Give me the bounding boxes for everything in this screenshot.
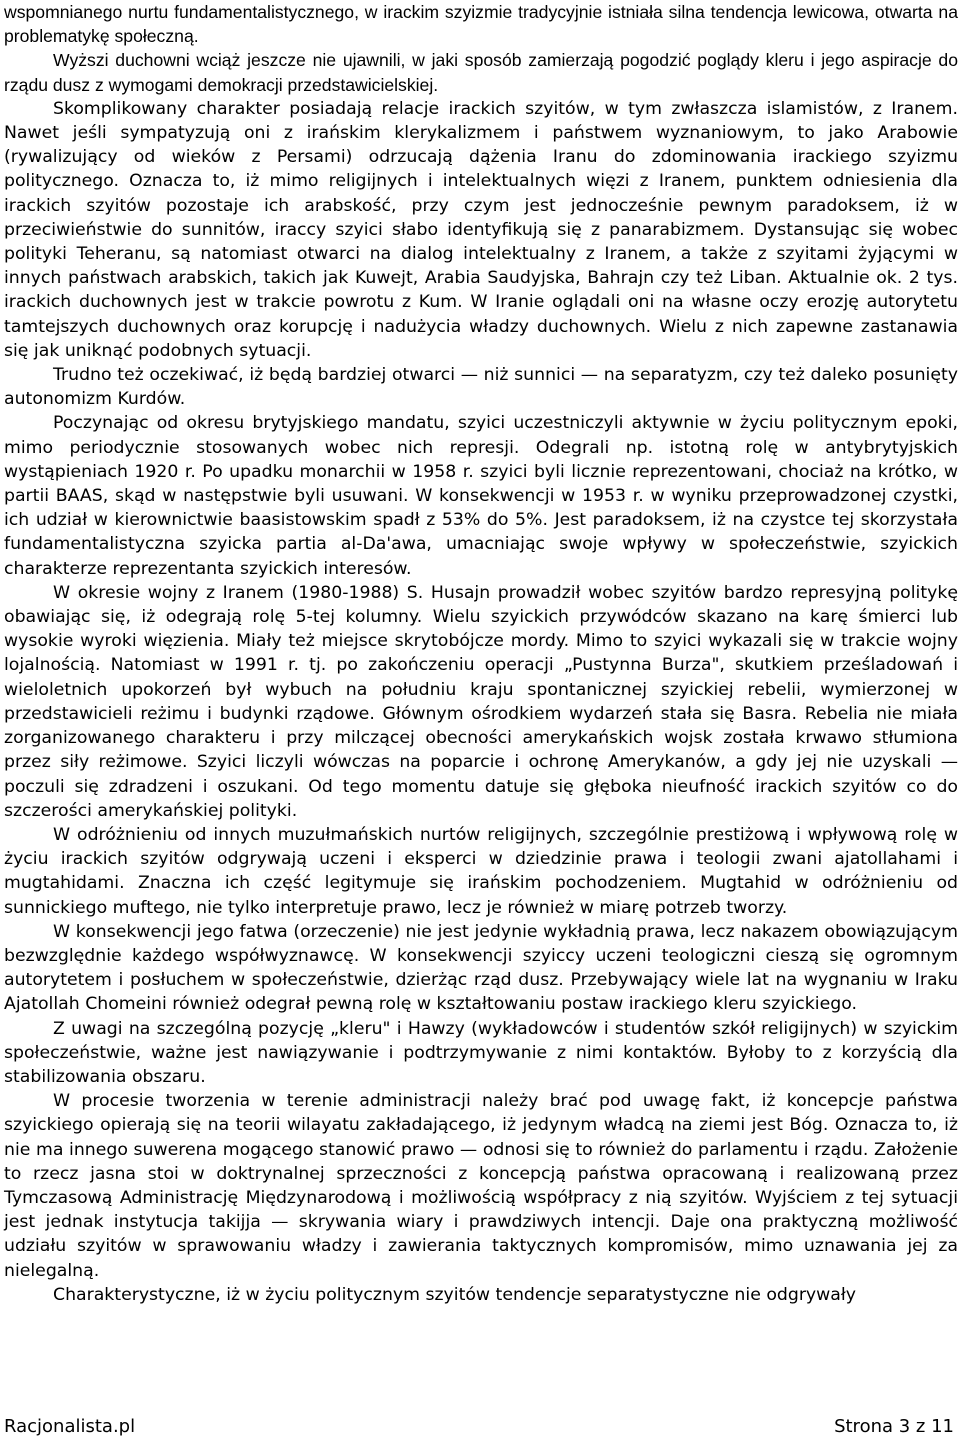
paragraph: Skomplikowany charakter posiadają relacje irackich szyitów, w tym zwłaszcza islamistów, z Iranem. Nawet jeśli sympatyzują oni z irańskim klerykalizmem i państwem wyznaniowym, to jako Arabowie (rywalizujący od wieków z Persami) odrzucają dążenia Iranu do zdominowania irackiego szyizmu politycznego. Oznacza to, iż mimo religijnych i intelektualnych więzi z Iranem, punktem odniesienia dla irackich szyitów pozostaje ich arabskość, przy czym jest jednocześnie pewnym paradoksem, iż w przeciwieństwie do sunnitów, iraccy szyici słabo identyfikują się z panarabizmem. Dystansując się wobec polityki Teheranu, są natomiast otwarci na dialog intelektualny z Iranem, a także z szyitami żyjącymi w innych państwach arabskich, takich jak Kuwejt, Arabia Saudyjska, Bahrajn czy też Liban. Aktualnie ok. 2 tys. irackich duchownych jest w trakcie powrotu z Kum. W Iranie oglądali oni na własne oczy erozję autorytetu tamtejszych duchownych oraz korupcję i nadużycia władzy duchownych. Wielu z nich zapewne zastanawia się jak uniknąć podobnych sytuacji. <box>4 98 958 361</box>
document-page <box>4 0 958 1307</box>
paragraph: W odróżnieniu od innych muzułmańskich nurtów religijnych, szczególnie prestiżową i wpływową rolę w życiu irackich szyitów odgrywają uczeni i eksperci w dziedzinie prawa i teologii zwani ajatollahami i mugtahidami. Znaczna ich część legitymuje się irańskim pochodzeniem. Mugtahid w odróżnieniu od sunnickiego muftego, nie tylko interpretuje prawo, lecz je również w miarę potrzeb tworzy. <box>4 824 958 918</box>
footer-site-name: Racjonalista.pl <box>4 1416 136 1437</box>
paragraph: Charakterystyczne, iż w życiu politycznym szyitów tendencje separatystyczne nie odgrywały <box>53 1284 857 1305</box>
footer-page-number: Strona 3 z 11 <box>834 1416 954 1437</box>
paragraph: Trudno też oczekiwać, iż będą bardziej otwarci — niż sunnici — na separatyzm, czy też daleko posunięty autonomizm Kurdów. <box>4 365 958 410</box>
paragraph: Z uwagi na szczególną pozycję „kleru" i Hawzy (wykładowców i studentów szkół religijnych) w szyickim społeczeństwie, ważne jest nawiązywanie i podtrzymywanie z nimi kontaktów. Byłoby to z korzyścią dla stabilizowania obszaru. <box>4 1018 958 1087</box>
paragraph: W procesie tworzenia w terenie administracji należy brać pod uwagę fakt, iż koncepcje państwa szyickiego opierają się na teorii wilayatu zakładającego, iż jedynym władcą na ziemi jest Bóg. Oznacza to, iż nie ma innego suwerena mogącego stanowić prawo — odnosi się to również do parlamentu i rządu. Założenie to rzecz jasna stoi w doktrynalnej sprzeczności z koncepcją państwa opracowaną i realizowaną przez Tymczasową Administrację Międzynarodową i możliwością współpracy z nią szyitów. Wyjściem z tej sytuacji jest jednak instytucja takijja — skrywania wiary i prawdziwych intencji. Daje ona praktyczną możliwość udziału szyitów w sprawowaniu władzy i zawierania taktycznych kompromisów, mimo uznawania jej za nielegalną. <box>4 1091 958 1281</box>
page-footer <box>4 1416 954 1437</box>
paragraph: wspomnianego nurtu fundamentalistycznego, w irackim szyizmie tradycyjnie istniała silna tendencja lewicowa, otwarta na problematykę społeczną. <box>4 2 958 47</box>
body-text <box>4 0 958 1307</box>
paragraph: Poczynając od okresu brytyjskiego mandatu, szyici uczestniczyli aktywnie w życiu politycznym epoki, mimo periodycznie stosowanych wobec nich represji. Odegrali np. istotną rolę w antybrytyjskich wystąpieniach 1920 r. Po upadku monarchii w 1958 r. szyici byli licznie reprezentowani, chociaż na krótko, w partii BAAS, skąd w następstwie byli usuwani. W konsekwencji w 1953 r. w wyniku przeprowadzonej czystki, ich udział w kierownictwie baasistowskim spadł z 53% do 5%. Jest paradoksem, iż na czystce tej skorzystała fundamentalistyczna szyicka partia al-Da'awa, umacniając swoje wpływy w społeczeństwie, szyickich charakterze reprezentanta szyickich interesów. <box>4 413 958 579</box>
paragraph: W okresie wojny z Iranem (1980-1988) S. Husajn prowadził wobec szyitów bardzo represyjną politykę obawiając się, iż odegrają rolę 5-tej kolumny. Wielu szyickich przywódców skazano na karę śmierci lub wysokie wyroki więzienia. Miały też miejsce skrytobójcze mordy. Mimo to szyici wykazali się w trakcie wojny lojalnością. Natomiast w 1991 r. tj. po zakończeniu operacji „Pustynna Burza", skutkiem prześladowań i wieloletnich upokorzeń był wybuch na południu kraju spontanicznej szyickiej rebelii, wymierzonej w przedstawicieli reżimu i budynki rządowe. Głównym ośrodkiem wydarzeń stała się Basra. Rebelia nie miała zorganizowanego charakteru i przy milczącej obecności amerykańskich wojsk została krwawo stłumiona przez siły reżimowe. Szyici liczyli wówczas na poparcie i ochronę Amerykanów, a gdy jej nie uzyskali — poczuli się zdradzeni i oszukani. Od tego momentu datuje się głęboka nieufność irackich szyitów co do szczerości amerykańskiej polityki. <box>4 582 958 821</box>
paragraph: Wyższi duchowni wciąż jeszcze nie ujawnili, w jaki sposób zamierzają pogodzić poglądy kleru i jego aspiracje do rządu dusz z wymogami demokracji przedstawicielskiej. <box>4 50 958 95</box>
paragraph: W konsekwencji jego fatwa (orzeczenie) nie jest jedynie wykładnią prawa, lecz nakazem obowiązującym bezwzględnie każdego współwyznawcę. W konsekwencji szyiccy uczeni teologiczni cieszą się ogromnym autorytetem i posłuchem w społeczeństwie, dzierżąc rząd dusz. Przebywający wiele lat na wygnaniu w Iraku Ajatollah Chomeini również odegrał pewną rolę w kształtowaniu postaw irackiego kleru szyickiego. <box>4 921 958 1015</box>
